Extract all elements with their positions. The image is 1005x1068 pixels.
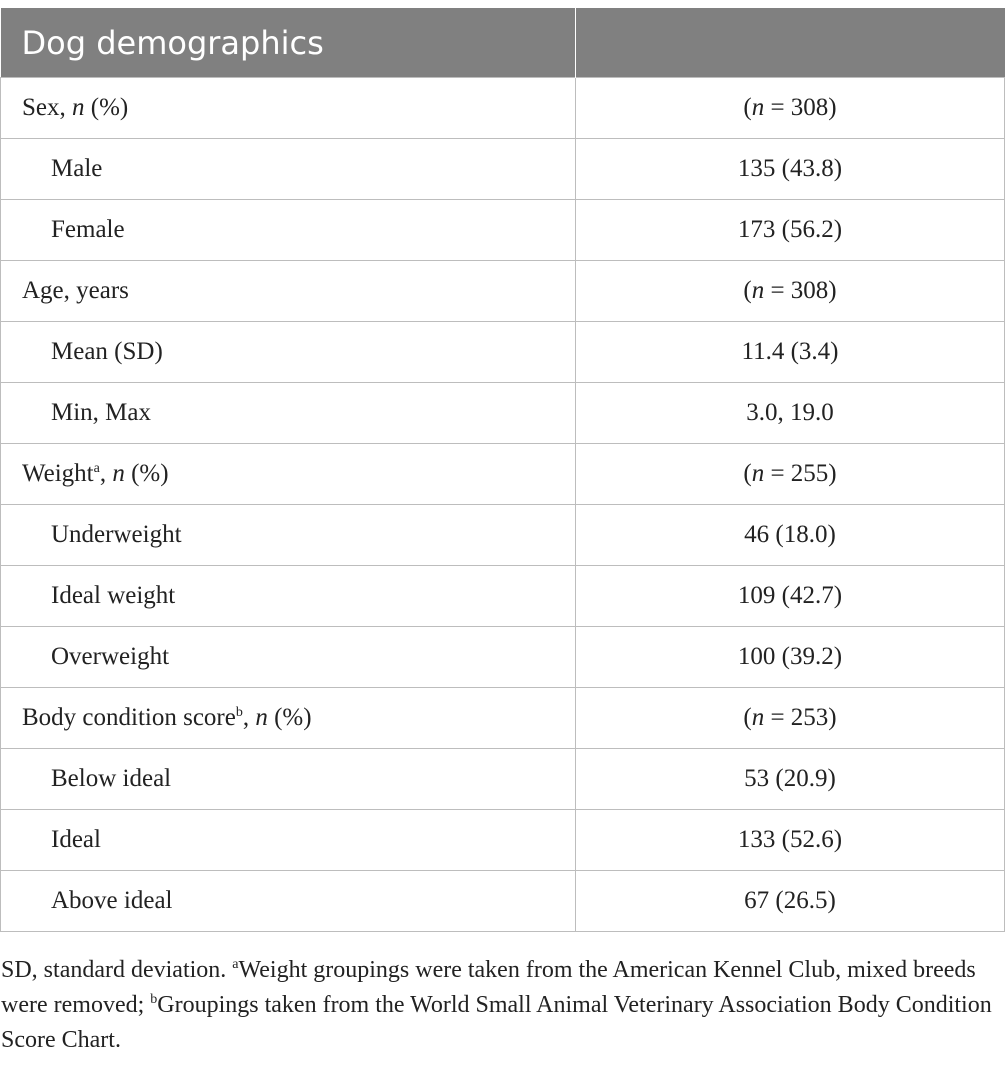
footnote-marker-b: b <box>150 992 158 1007</box>
demographics-table <box>0 8 1005 932</box>
table-row-female <box>1 200 1005 261</box>
row-value <box>576 78 1005 139</box>
value-italic-n: n <box>751 460 765 487</box>
value-post: = 308) <box>764 94 837 121</box>
row-label: Mean (SD) <box>1 322 576 383</box>
value-italic-n: n <box>751 94 765 121</box>
row-label: Overweight <box>1 627 576 688</box>
value-pre: ( <box>743 460 752 487</box>
table-row-ideal-weight <box>1 566 1005 627</box>
label-text: Sex, <box>22 94 72 121</box>
table-row-underweight <box>1 505 1005 566</box>
label-tail: (%) <box>84 94 129 121</box>
header-title: Dog demographics <box>1 8 576 78</box>
value-pre: ( <box>743 277 752 304</box>
row-value: 3.0, 19.0 <box>576 383 1005 444</box>
row-label: Male <box>1 139 576 200</box>
row-value: 46 (18.0) <box>576 505 1005 566</box>
row-label: Ideal weight <box>1 566 576 627</box>
table-row-mean <box>1 322 1005 383</box>
label-tail: (%) <box>267 704 312 731</box>
row-value: 100 (39.2) <box>576 627 1005 688</box>
table-row-minmax <box>1 383 1005 444</box>
row-label: Age, years <box>1 261 576 322</box>
table-row-male <box>1 139 1005 200</box>
label-mid: , <box>242 704 256 731</box>
table-row-below-ideal <box>1 749 1005 810</box>
value-italic-n: n <box>751 704 765 731</box>
value-pre: ( <box>743 94 752 121</box>
label-italic-n: n <box>255 704 268 731</box>
row-value <box>576 688 1005 749</box>
footnote-weight: Weight groupings were taken from the American Kennel Club, mixed breeds were removed; <box>1 957 976 1018</box>
row-label: Min, Max <box>1 383 576 444</box>
value-italic-n: n <box>751 277 765 304</box>
row-value: 109 (42.7) <box>576 566 1005 627</box>
value-pre: ( <box>743 704 752 731</box>
label-italic-n: n <box>112 460 125 487</box>
demographics-table-container <box>0 8 1005 932</box>
value-post: = 253) <box>764 704 837 731</box>
footnote-marker-b: b <box>235 705 243 720</box>
table-row-above-ideal <box>1 871 1005 932</box>
footnote-bcs: Groupings taken from the World Small Animal Veterinary Association Body Condition Score Chart. <box>1 992 992 1053</box>
header-empty <box>576 8 1005 78</box>
row-value: 67 (26.5) <box>576 871 1005 932</box>
footnote-marker-a: a <box>232 957 239 972</box>
table-row-bcs <box>1 688 1005 749</box>
row-label: Above ideal <box>1 871 576 932</box>
table-row-weight <box>1 444 1005 505</box>
row-value: 135 (43.8) <box>576 139 1005 200</box>
row-value: 53 (20.9) <box>576 749 1005 810</box>
row-label: Underweight <box>1 505 576 566</box>
row-label: Ideal <box>1 810 576 871</box>
table-footnote <box>1 953 1001 1058</box>
value-post: = 255) <box>764 460 837 487</box>
label-text: Body condition score <box>22 704 236 731</box>
label-italic-n: n <box>72 94 85 121</box>
footnote-sd: SD, standard deviation. <box>1 957 233 983</box>
table-row-ideal <box>1 810 1005 871</box>
table-row-sex <box>1 78 1005 139</box>
value-post: = 308) <box>764 277 837 304</box>
row-value: 173 (56.2) <box>576 200 1005 261</box>
row-value <box>576 444 1005 505</box>
label-tail: (%) <box>124 460 169 487</box>
table-row-age <box>1 261 1005 322</box>
row-label: Female <box>1 200 576 261</box>
table-row-overweight <box>1 627 1005 688</box>
row-label <box>1 444 576 505</box>
label-text: Weight <box>22 460 94 487</box>
footnote-marker-a: a <box>93 461 100 476</box>
label-mid: , <box>99 460 113 487</box>
row-value <box>576 261 1005 322</box>
table-header-row <box>1 8 1005 78</box>
row-label: Below ideal <box>1 749 576 810</box>
row-label <box>1 688 576 749</box>
row-value: 11.4 (3.4) <box>576 322 1005 383</box>
row-value: 133 (52.6) <box>576 810 1005 871</box>
row-label <box>1 78 576 139</box>
